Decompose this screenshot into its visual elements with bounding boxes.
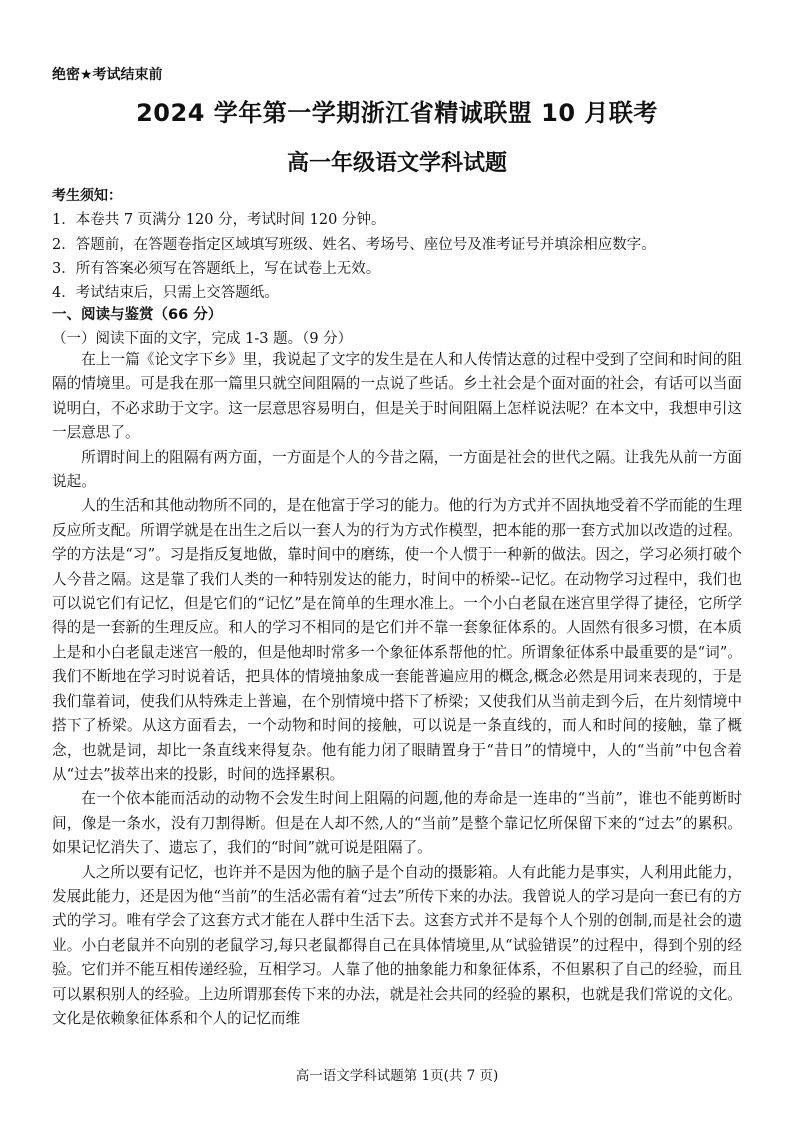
confidential-label: 绝密★考试结束前 [52,67,163,83]
notice-item: 1．本卷共 7 页满分 120 分，考试时间 120 分钟。 [52,212,386,228]
section-subtitle: （一）阅读下面的文字，完成 1-3 题。（9 分） [52,331,353,347]
passage-paragraph: 所谓时间上的阻隔有两方面，一方面是个人的今昔之隔，一方面是社会的世代之隔。让我先从前一方面说起。 [52,448,742,491]
notice-item: 2．答题前，在答题卷指定区域填写班级、姓名、考场号、座位号及准考证号并填涂相应数字。 [52,237,656,253]
notice-item: 3．所有答案必须写在答题纸上，写在试卷上无效。 [52,261,381,277]
section-title: 一、阅读与鉴赏（66 分） [52,307,223,323]
notice-item: 4．考试结束后，只需上交答题纸。 [52,285,279,301]
page-footer: 高一语文学科试题第 1页(共 7 页) [295,1068,499,1084]
exam-title: 2024 学年第一学期浙江省精诚联盟 10 月联考 [136,99,658,127]
reading-passage [52,348,742,1031]
passage-paragraph: 人之所以要有记忆，也许并不是因为他的脑子是个自动的摄影箱。人有此能力是事实，人利用此能力，发展此能力，还是因为他“当前”的生活必需有着“过去”所传下来的办法。我曾说人的学习是向一套已有的方式的学习。唯有学会了这套方式才能在人群中生活下去。这套方式并不是每个人个别的创制,而是社会的遗业。小白老鼠并不向别的老鼠学习,每只老鼠都得自己在具体情境里,从“试验错误”的过程中，得到个别的经验。它们并不能互相传递经验，互相学习。人靠了他的抽象能力和象征体系，不但累积了自己的经验，而且可以累积别人的经验。上边所谓那套传下来的办法，就是社会共同的经验的累积，也就是我们常说的文化。文化是依赖象征体系和个人的记忆而维 [52,863,742,1027]
passage-paragraph: 人的生活和其他动物所不同的，是在他富于学习的能力。他的行为方式并不固执地受着不学而能的生理反应所支配。所谓学就是在出生之后以一套人为的行为方式作模型，把本能的那一套方式加以改造的过程。学的方法是“习”。习是指反复地做，靠时间中的磨练，使一个人惯于一种新的做法。因之，学习必须打破个人今昔之隔。这是靠了我们人类的一种特别发达的能力，时间中的桥梁--记忆。在动物学习过程中，我们也可以说它们有记忆，但是它们的“记忆”是在简单的生理水准上。一个小白老鼠在迷宫里学得了捷径，它所学得的是一套新的生理反应。和人的学习不相同的是它们并不靠一套象征体系的。人固然有很多习惯，在本质上是和小白老鼠走迷宫一般的，但是他却时常多一个象征体系帮他的忙。所谓象征体系中最重要的是“词”。我们不断地在学习时说着话，把具体的情境抽象成一套能普遍应用的概念,概念必然是用词来表现的，于是我们靠着词，使我们从特殊走上普遍，在个别情境中搭下了桥梁；又使我们从当前走到今后，在片刻情境中搭下了桥梁。从这方面看去，一个动物和时间的接触，可以说是一条直线的，而人和时间的接触，靠了概念，也就是词，却比一条直线来得复杂。他有能力闭了眼睛置身于“昔日”的情境中，人的“当前”中包含着从“过去”拔萃出来的投影，时间的选择累积。 [52,497,742,783]
passage-paragraph: 在一个依本能而活动的动物不会发生时间上阻隔的问题,他的寿命是一连串的“当前”，谁也不能剪断时间，像是一条水，没有刀割得断。但是在人却不然,人的“当前”是整个靠记忆所保留下来的“过去”的累积。如果记忆消失了、遗忘了，我们的“时间”就可说是阻隔了。 [52,790,742,857]
notice-heading: 考生须知： [52,188,122,204]
exam-subtitle: 高一年级语文学科试题 [286,151,507,176]
passage-paragraph: 在上一篇《论文字下乡》里，我说起了文字的发生是在人和人传情达意的过程中受到了空间和时间的阻隔的情境里。可是我在那一篇里只就空间阻隔的一点说了些话。乡土社会是个面对面的社会，有话可以当面说明白，不必求助于文字。这一层意思容易明白，但是关于时间阻隔上怎样说法呢？在本文中，我想申引这一层意思了。 [52,351,742,442]
